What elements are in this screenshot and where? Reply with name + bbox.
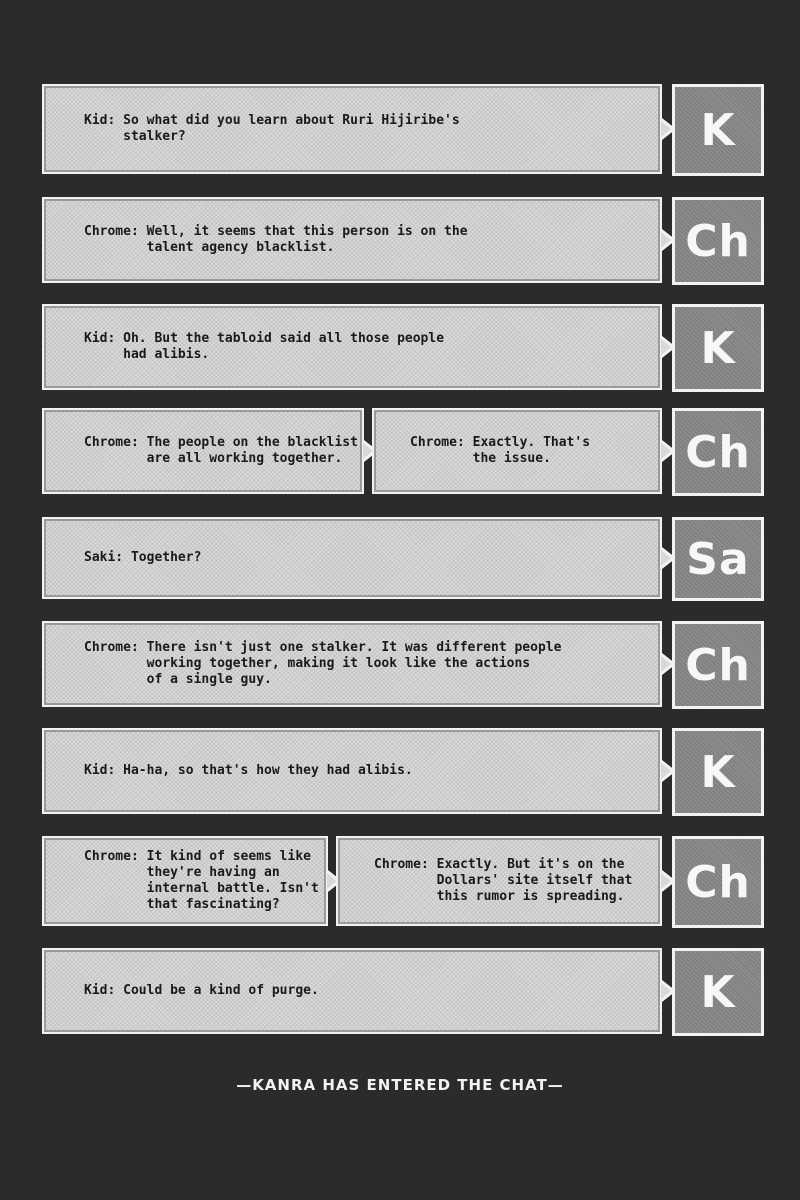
sender-name: Saki: [84,550,131,565]
message-text: Together? [130,550,202,565]
user-avatar-ch: Ch [672,197,764,285]
message-text: Exactly. That's the issue. [472,435,591,466]
chat-message-row [42,728,764,816]
chat-message-row [42,948,764,1036]
sender-name: Kid: [84,983,124,998]
chat-bubble [42,621,662,707]
chat-bubble [42,728,662,814]
sender-name: Chrome: [84,849,147,864]
chat-bubble [372,408,662,494]
user-avatar-ch: Ch [672,621,764,709]
chat-message-row [42,408,764,496]
user-avatar-k: K [672,84,764,176]
message-text: It kind of seems like they're having an internal battle. Isn't that fascinating? [146,849,319,912]
chat-message-row [42,621,764,709]
user-avatar-k: K [672,728,764,816]
chat-bubble [42,836,328,926]
user-avatar-k: K [672,948,764,1036]
message-text: Ha-ha, so that's how they had alibis. [123,763,413,778]
sender-name: Chrome: [84,224,147,239]
message-text: So what did you learn about Ruri Hijiribe's stalker? [123,113,460,144]
chat-message-row [42,836,764,928]
message-text: There isn't just one stalker. It was different people working together, making it look like the actions of a single guy. [146,640,562,687]
sender-name: Chrome: [84,640,147,655]
message-text: Exactly. But it's on the Dollars' site itself that this rumor is spreading. [436,857,633,904]
sender-name: Chrome: [84,435,147,450]
chat-bubble [42,517,662,599]
sender-name: Chrome: [374,857,437,872]
chat-bubble [42,304,662,390]
chat-bubble [42,408,364,494]
sender-name: Kid: [84,763,124,778]
chat-message-row [42,197,764,285]
chat-message-row [42,517,764,601]
chat-bubble [42,84,662,174]
message-text: Could be a kind of purge. [123,983,319,998]
user-avatar-sa: Sa [672,517,764,601]
sender-name: Chrome: [410,435,473,450]
message-text: The people on the blacklist are all working together. [146,435,358,466]
chat-status-footer: —KANRA HAS ENTERED THE CHAT— [236,1076,564,1094]
user-avatar-k: K [672,304,764,392]
message-text: Oh. But the tabloid said all those people had alibis. [123,331,445,362]
chat-message-row [42,304,764,392]
message-text: Well, it seems that this person is on the talent agency blacklist. [146,224,468,255]
chat-message-row [42,84,764,176]
chat-bubble [336,836,662,926]
user-avatar-ch: Ch [672,408,764,496]
chat-bubble [42,948,662,1034]
user-avatar-ch: Ch [672,836,764,928]
chat-bubble [42,197,662,283]
sender-name: Kid: [84,331,124,346]
sender-name: Kid: [84,113,124,128]
